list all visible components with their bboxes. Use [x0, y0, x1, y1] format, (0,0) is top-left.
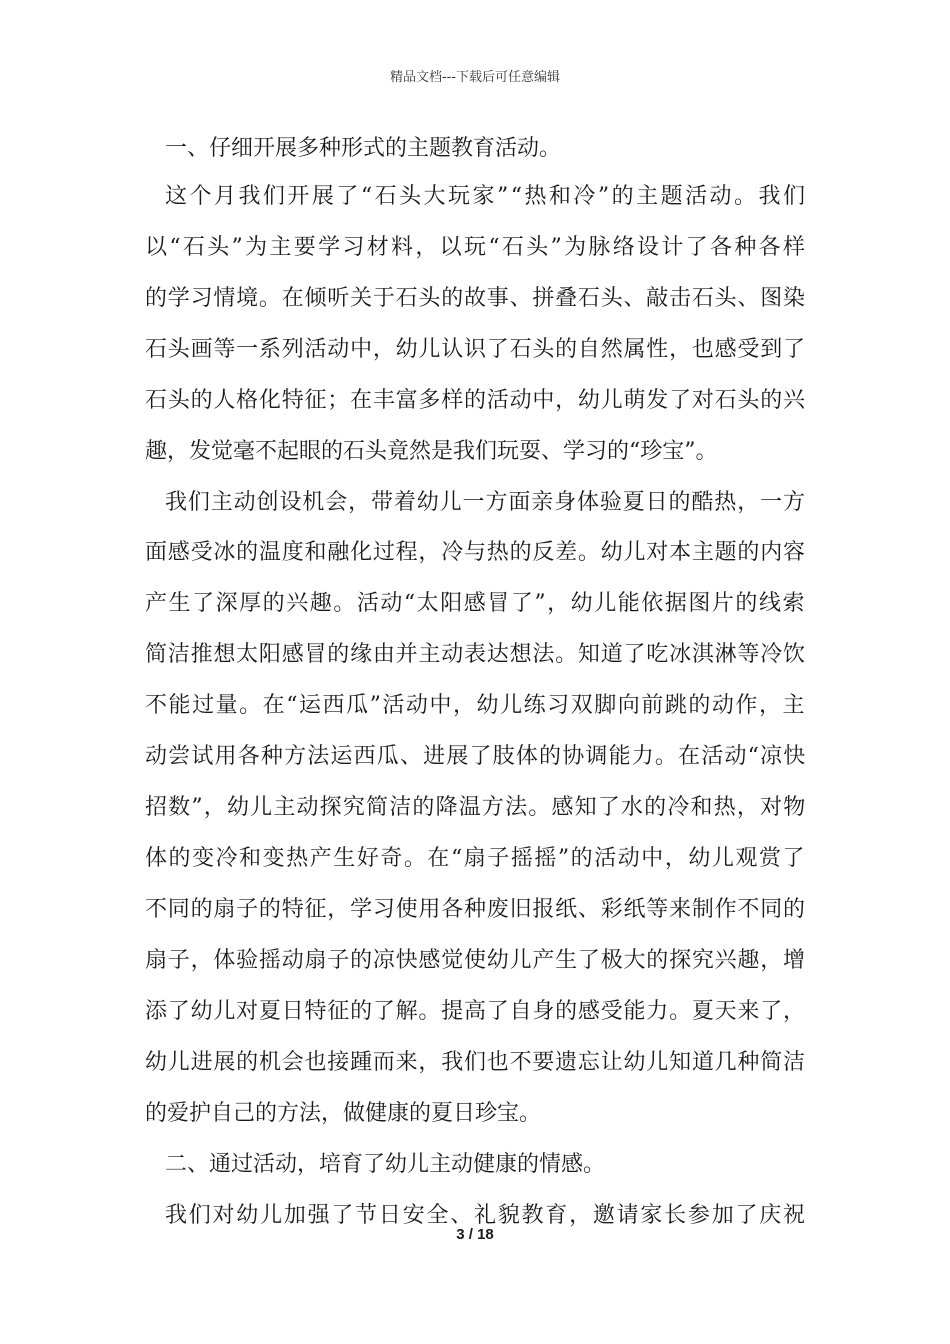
paragraph-line: 的爱护自己的方法，做健康的夏日珍宝。 — [145, 1101, 542, 1126]
page-header: 精品文档---下载后可任意编辑 — [389, 70, 561, 85]
paragraph-line: 我们主动创设机会，带着幼儿一方面亲身体验夏日的酷热，一方 — [165, 490, 806, 515]
paragraph-line: 石头画等一系列活动中，幼儿认识了石头的自然属性，也感受到了 — [145, 337, 806, 362]
paragraph-line: 产生了深厚的兴趣。活动“太阳感冒了”，幼儿能依据图片的线索 — [145, 591, 807, 616]
page-number: 3 / 18 — [456, 1226, 494, 1243]
paragraph-line: 石头的人格化特征；在丰富多样的活动中，幼儿萌发了对石头的兴 — [145, 388, 806, 413]
paragraph-line: 面感受冰的温度和融化过程，冷与热的反差。幼儿对本主题的内容 — [145, 540, 806, 565]
paragraph-line: 扇子，体验摇动扇子的凉快感觉使幼儿产生了极大的探究兴趣，增 — [145, 948, 806, 973]
paragraph-line: 不同的扇子的特征，学习使用各种废旧报纸、彩纸等来制作不同的 — [145, 897, 806, 922]
section-heading: 二、通过活动，培育了幼儿主动健康的情感。 — [165, 1152, 606, 1177]
paragraph-line: 我们对幼儿加强了节日安全、礼貌教育，邀请家长参加了庆祝 — [165, 1203, 807, 1228]
paragraph-line: 添了幼儿对夏日特征的了解。提高了自身的感受能力。夏天来了， — [145, 999, 806, 1024]
paragraph-line: 体的变冷和变热产生好奇。在“扇子摇摇”的活动中，幼儿观赏了 — [145, 846, 807, 871]
section-heading: 一、仔细开展多种形式的主题教育活动。 — [165, 136, 562, 161]
paragraph-line: 招数”，幼儿主动探究简洁的降温方法。感知了水的冷和热，对物 — [145, 795, 807, 820]
paragraph-line: 趣，发觉毫不起眼的石头竟然是我们玩耍、学习的“珍宝”。 — [145, 439, 718, 464]
paragraph-line: 以“石头”为主要学习材料，以玩“石头”为脉络设计了各种各样 — [145, 235, 808, 260]
paragraph-line: 这个月我们开展了“石头大玩家”“热和冷”的主题活动。我们 — [165, 184, 808, 209]
paragraph-line: 幼儿进展的机会也接踵而来，我们也不要遗忘让幼儿知道几种简洁 — [145, 1050, 806, 1075]
paragraph-line: 不能过量。在“运西瓜”活动中，幼儿练习双脚向前跳的动作，主 — [145, 693, 807, 718]
paragraph-line: 动尝试用各种方法运西瓜、进展了肢体的协调能力。在活动“凉快 — [145, 744, 807, 769]
paragraph-line: 的学习情境。在倾听关于石头的故事、拼叠石头、敲击石头、图染 — [145, 286, 806, 311]
paragraph-line: 简洁推想太阳感冒的缘由并主动表达想法。知道了吃冰淇淋等冷饮 — [145, 642, 806, 667]
